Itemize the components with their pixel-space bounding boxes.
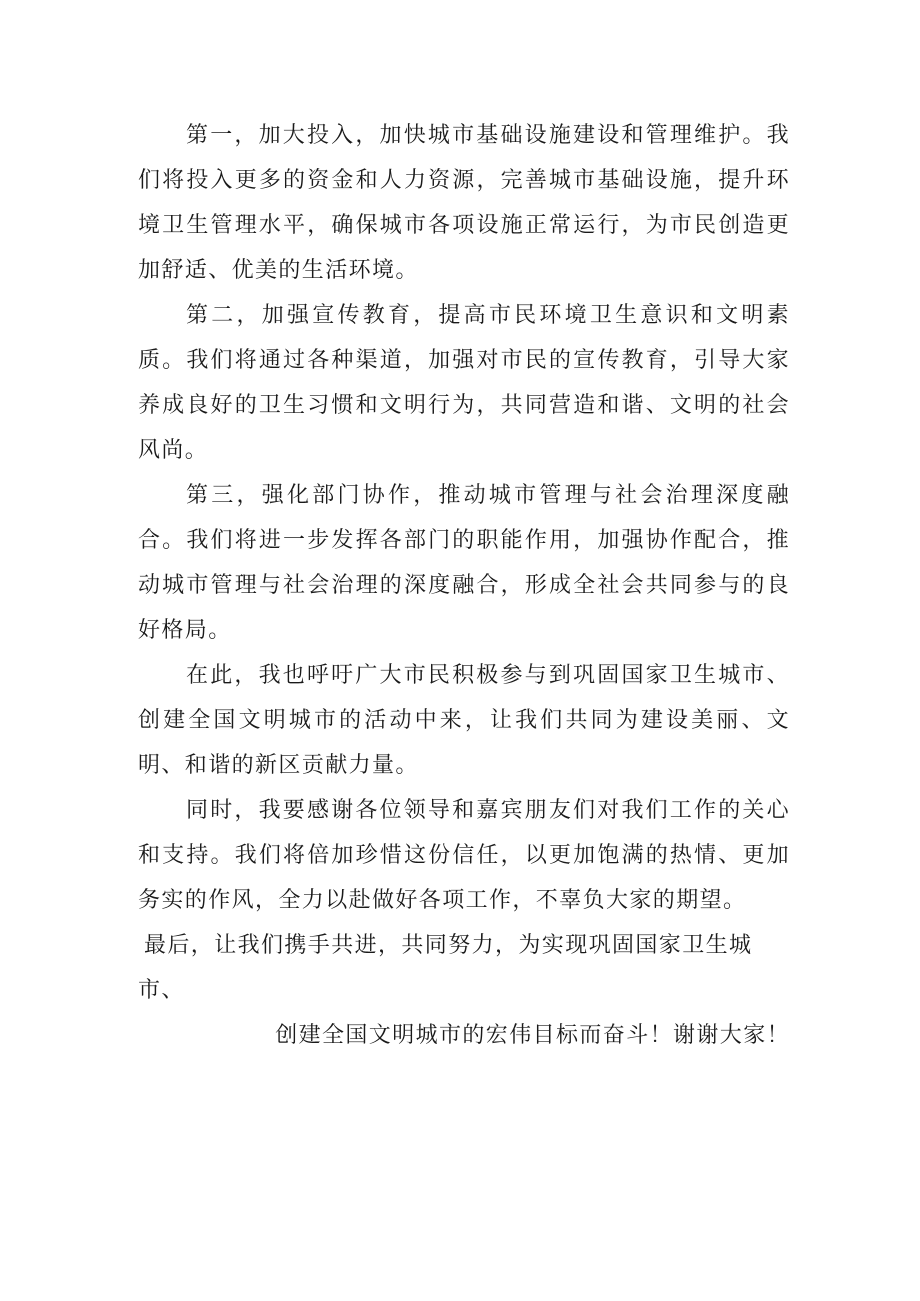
paragraph-thanks: 同时，我要感谢各位领导和嘉宾朋友们对我们工作的关心和支持。我们将倍加珍惜这份信任，以更加饱满的热情、更加务实的作风，全力以赴做好各项工作，不辜负大家的期望。 — [138, 798, 790, 913]
paragraph-appeal: 在此，我也呼吁广大市民积极参与到巩固国家卫生城市、创建全国文明城市的活动中来，让我们共同为建设美丽、文明、和谐的新区贡献力量。 — [138, 663, 790, 778]
paragraph-second: 第二，加强宣传教育，提高市民环境卫生意识和文明素质。我们将通过各种渠道，加强对市民的宣传教育，引导大家养成良好的卫生习惯和文明行为，共同营造和谐、文明的社会风尚。 — [138, 303, 790, 463]
paragraph-third: 第三，强化部门协作，推动城市管理与社会治理深度融合。我们将进一步发挥各部门的职能作用，加强协作配合，推动城市管理与社会治理的深度融合，形成全社会共同参与的良好格局。 — [138, 483, 790, 643]
document-body — [138, 113, 790, 1058]
closing-line-2: 创建全国文明城市的宏伟目标而奋斗！谢谢大家！ — [275, 1023, 790, 1048]
paragraph-first: 第一，加大投入，加快城市基础设施建设和管理维护。我们将投入更多的资金和人力资源，完善城市基础设施，提升环境卫生管理水平，确保城市各项设施正常运行，为市民创造更加舒适、优美的生活环境。 — [138, 123, 790, 283]
closing-line-1: 最后，让我们携手共进，共同努力，为实现巩固国家卫生城市、 — [138, 933, 753, 1003]
